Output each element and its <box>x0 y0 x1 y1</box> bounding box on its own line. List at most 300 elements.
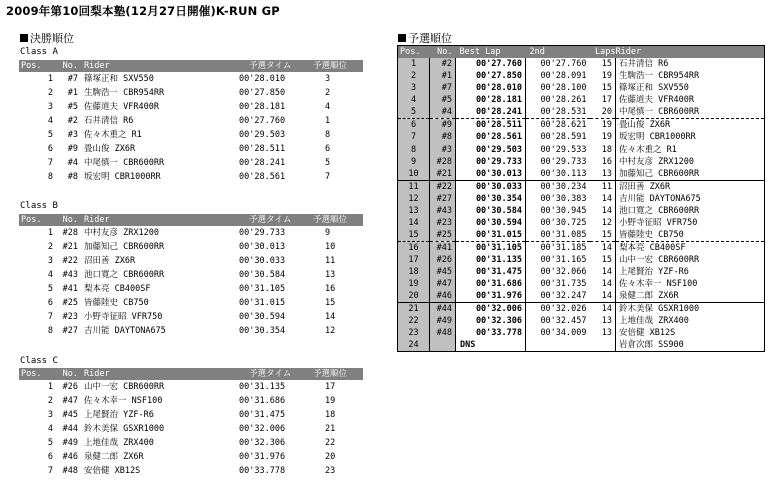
table-header <box>19 368 363 380</box>
second-lap-cell: 00'28.621 <box>526 119 590 132</box>
second-lap-cell: 00'28.591 <box>540 132 587 143</box>
qual-rank-cell: 10 <box>325 242 336 252</box>
second-lap-cell: 00'31.185 <box>526 241 590 254</box>
number-cell: #41 <box>430 241 456 254</box>
class-a-label: Class A <box>20 47 58 57</box>
col-qual-time: 予選タイム <box>249 369 292 379</box>
rider-cell: 篠塚正和 SXV550 <box>84 74 154 84</box>
table-row <box>19 394 363 408</box>
table-row <box>19 310 363 324</box>
number-cell: #8 <box>67 172 78 182</box>
best-lap-cell: 00'32.006 <box>456 303 526 316</box>
rider-cell: 吉川能 DAYTONA675 <box>619 193 701 204</box>
laps-cell: 11 <box>590 180 616 193</box>
class-c-table <box>19 368 363 478</box>
rider-cell: 小野寺征昭 VFR750 <box>84 312 163 322</box>
pos-cell: 8 <box>398 143 430 155</box>
number-cell: #25 <box>430 229 456 242</box>
best-lap-cell: 00'28.511 <box>456 119 526 132</box>
rider-cell: 上地佳哉 ZRX400 <box>619 316 689 327</box>
second-lap-cell: 00'28.091 <box>540 71 587 82</box>
number-cell: #43 <box>430 205 456 217</box>
qual-time-cell: 00'32.306 <box>239 438 286 448</box>
laps-cell: 15 <box>590 254 616 266</box>
qual-time-cell: 00'30.033 <box>239 256 286 266</box>
pos-cell: 7 <box>47 466 53 476</box>
rider-cell: 小野寺征昭 VFR750 <box>619 217 698 228</box>
rider-cell: 鈴木美保 GSXR1000 <box>84 424 165 434</box>
qual-time-cell: 00'28.561 <box>239 172 286 182</box>
number-cell: #7 <box>67 74 78 84</box>
qual-rank-cell: 1 <box>325 116 331 126</box>
qual-time-cell: 00'28.511 <box>239 144 286 154</box>
number-cell: #8 <box>430 131 456 143</box>
qual-time-cell: 00'27.760 <box>239 116 286 126</box>
rider-cell: 上尾賢治 YZF-R6 <box>84 410 154 420</box>
pos-cell: 1 <box>47 382 53 392</box>
laps-cell: 12 <box>590 217 616 229</box>
pos-cell: 3 <box>47 410 53 420</box>
rider-cell: 佐藤道夫 VFR400R <box>84 102 159 112</box>
qualifying-heading-text: 予選順位 <box>408 32 452 45</box>
rider-cell: 生駒浩一 CBR954RR <box>619 71 700 82</box>
table-row <box>19 408 363 422</box>
second-lap-cell: 00'34.009 <box>540 328 587 339</box>
number-cell: #44 <box>430 303 456 316</box>
table-row <box>19 72 363 86</box>
rider-cell: 皆藤陸史 CB750 <box>619 229 684 240</box>
number-cell: #3 <box>67 130 78 140</box>
col-no: No. <box>62 61 78 71</box>
rider-cell: 岩倉次郎 SS900 <box>619 340 684 351</box>
number-cell: #5 <box>430 94 456 106</box>
rider-cell: 篠塚正和 SXV550 <box>619 83 689 94</box>
rider-cell: 沼田善 ZX6R <box>84 256 136 266</box>
pos-cell: 12 <box>398 193 430 205</box>
laps-cell: 14 <box>590 303 616 316</box>
laps-cell: 19 <box>590 70 616 82</box>
best-lap-cell: 00'28.241 <box>456 106 526 119</box>
second-lap-cell: 00'28.531 <box>540 107 587 118</box>
number-cell: #27 <box>430 193 456 205</box>
pos-cell: 18 <box>398 266 430 278</box>
table-row <box>19 86 363 100</box>
pos-cell: 5 <box>47 130 53 140</box>
rider-cell: 山中一宏 CBR600RR <box>619 254 700 265</box>
number-cell: #49 <box>430 315 456 327</box>
laps-cell: 15 <box>590 58 616 70</box>
qual-time-cell: 00'30.584 <box>239 270 286 280</box>
pos-cell: 4 <box>398 94 430 106</box>
number-cell: #26 <box>62 382 78 392</box>
rider-cell: 梨本亮 CB400SF <box>84 284 151 294</box>
col-best-lap: Best Lap <box>459 47 501 57</box>
number-cell: #25 <box>62 298 78 308</box>
col-qual-rank: 予選順位 <box>313 369 348 379</box>
qual-time-cell: 00'31.976 <box>239 452 286 462</box>
best-lap-cell: DNS <box>456 339 526 352</box>
second-lap-cell: 00'28.261 <box>540 95 587 106</box>
number-cell: #46 <box>62 452 78 462</box>
col-qual-time: 予選タイム <box>249 215 292 225</box>
rider-cell: 池口寛之 CBR600RR <box>84 270 165 280</box>
pos-cell: 13 <box>398 205 430 217</box>
rider-cell: 上地佳哉 ZRX400 <box>84 438 154 448</box>
laps-cell: 15 <box>590 229 616 242</box>
qual-rank-cell: 9 <box>325 228 331 238</box>
pos-cell: 7 <box>47 158 53 168</box>
number-cell: #7 <box>430 82 456 94</box>
qual-time-cell: 00'28.181 <box>239 102 286 112</box>
second-lap-cell: 00'27.760 <box>540 59 587 70</box>
qual-rank-cell: 22 <box>325 438 336 448</box>
best-lap-cell: 00'31.475 <box>456 266 526 278</box>
number-cell: #48 <box>430 327 456 339</box>
best-lap-cell: 00'27.850 <box>456 70 526 82</box>
laps-cell: 14 <box>590 193 616 205</box>
pos-cell: 14 <box>398 217 430 229</box>
table-row <box>19 450 363 464</box>
table-row <box>19 282 363 296</box>
second-lap-cell: 00'32.066 <box>540 267 587 278</box>
qual-time-cell: 00'33.778 <box>239 466 286 476</box>
second-lap-cell: 00'30.113 <box>540 168 587 179</box>
table-row <box>19 226 363 240</box>
pos-cell: 1 <box>47 228 53 238</box>
rider-cell: 中村友彦 ZRX1200 <box>84 228 159 238</box>
second-lap-cell: 00'31.735 <box>540 279 587 290</box>
col-pos: Pos. <box>400 47 421 57</box>
pos-cell: 23 <box>398 327 430 339</box>
qualifying-heading <box>398 30 452 46</box>
number-cell: #28 <box>430 156 456 168</box>
table-row <box>398 193 765 205</box>
number-cell: #9 <box>430 119 456 132</box>
table-row <box>19 254 363 268</box>
table-header <box>398 46 765 59</box>
table-row <box>398 217 765 229</box>
table-row <box>398 180 765 193</box>
qual-rank-cell: 14 <box>325 312 336 322</box>
table-row <box>19 296 363 310</box>
pos-cell: 10 <box>398 168 430 181</box>
pos-cell: 3 <box>398 82 430 94</box>
pos-cell: 3 <box>47 102 53 112</box>
col-rider: Rider <box>84 215 110 225</box>
best-lap-cell: 00'30.033 <box>456 180 526 193</box>
table-row <box>19 170 363 184</box>
number-cell: #41 <box>62 284 78 294</box>
rider-cell: 山中一宏 CBR600RR <box>84 382 165 392</box>
number-cell: #49 <box>62 438 78 448</box>
rider-cell: 池口寛之 CBR600RR <box>619 205 700 216</box>
pos-cell: 22 <box>398 315 430 327</box>
col-qual-rank: 予選順位 <box>313 61 348 71</box>
pos-cell: 4 <box>47 424 53 434</box>
rider-cell: 梨本亮 CB400SF <box>616 241 765 254</box>
laps-cell: 13 <box>590 168 616 181</box>
table-row <box>398 156 765 168</box>
laps-cell: 14 <box>590 241 616 254</box>
col-rider: Rider <box>84 61 110 71</box>
pos-cell: 20 <box>398 290 430 303</box>
number-cell: #21 <box>62 242 78 252</box>
number-cell: #45 <box>430 266 456 278</box>
col-rider: Rider <box>615 47 642 57</box>
table-row <box>398 205 765 217</box>
second-lap-cell: 00'30.945 <box>540 205 587 216</box>
rider-cell: 加藤知己 CBR600RR <box>84 242 165 252</box>
rider-cell: 泉健二郎 ZX6R <box>84 452 144 462</box>
pos-cell: 2 <box>47 242 53 252</box>
col-qual-time: 予選タイム <box>249 61 292 71</box>
laps-cell: 14 <box>590 278 616 290</box>
pos-cell: 24 <box>398 339 430 352</box>
table-row <box>398 58 765 70</box>
pos-cell: 2 <box>47 88 53 98</box>
class-a-table <box>19 60 363 184</box>
class-b-label: Class B <box>20 201 58 211</box>
table-row <box>398 106 765 119</box>
laps-cell: 16 <box>590 156 616 168</box>
rider-cell: 泉健二郎 ZX6R <box>619 291 679 302</box>
laps-cell <box>590 339 616 352</box>
table-row <box>398 94 765 106</box>
qual-rank-cell: 2 <box>325 88 331 98</box>
table-row <box>398 70 765 82</box>
qual-rank-cell: 21 <box>325 424 336 434</box>
rider-cell: 石井清信 R6 <box>84 116 134 126</box>
qual-rank-cell: 7 <box>325 172 331 182</box>
table-row <box>398 315 765 327</box>
number-cell: #23 <box>62 312 78 322</box>
second-lap-cell: 00'29.733 <box>540 156 587 167</box>
col-pos: Pos. <box>21 369 42 379</box>
pos-cell: 2 <box>47 396 53 406</box>
best-lap-cell: 00'31.135 <box>456 254 526 266</box>
number-cell: #44 <box>62 424 78 434</box>
best-lap-cell: 00'30.584 <box>456 205 526 217</box>
laps-cell: 13 <box>590 327 616 339</box>
second-lap-cell: 00'31.085 <box>540 229 587 240</box>
laps-cell: 20 <box>590 106 616 119</box>
col-pos: Pos. <box>21 215 42 225</box>
pos-cell: 9 <box>398 156 430 168</box>
second-lap-cell: 00'32.247 <box>540 291 587 302</box>
final-results-heading-text: 決勝順位 <box>30 32 74 45</box>
table-row <box>19 268 363 282</box>
rider-cell: 佐々木幸一 NSF100 <box>619 279 698 290</box>
rider-cell: 皆藤陸史 CB750 <box>84 298 149 308</box>
class-b-table <box>19 214 363 338</box>
number-cell: #46 <box>430 290 456 303</box>
pos-cell: 11 <box>398 180 430 193</box>
pos-cell: 4 <box>47 270 53 280</box>
number-cell: #21 <box>430 168 456 181</box>
number-cell: #28 <box>62 228 78 238</box>
final-results-heading <box>20 30 74 46</box>
laps-cell: 14 <box>590 290 616 303</box>
second-lap-cell: 00'28.100 <box>540 83 587 94</box>
table-row <box>19 100 363 114</box>
number-cell: #27 <box>62 326 78 336</box>
pos-cell: 17 <box>398 254 430 266</box>
qual-time-cell: 00'28.010 <box>239 74 286 84</box>
col-no: No. <box>62 215 78 225</box>
table-row <box>398 143 765 155</box>
rider-cell: 生駒浩一 CBR954RR <box>84 88 165 98</box>
best-lap-cell: 00'28.561 <box>456 131 526 143</box>
table-row <box>19 142 363 156</box>
table-row <box>398 254 765 266</box>
qual-rank-cell: 5 <box>325 158 331 168</box>
number-cell: #45 <box>62 410 78 420</box>
qual-time-cell: 00'31.105 <box>239 284 286 294</box>
laps-cell: 17 <box>590 94 616 106</box>
table-row <box>19 436 363 450</box>
table-row <box>398 266 765 278</box>
pos-cell: 1 <box>47 74 53 84</box>
qual-time-cell: 00'30.594 <box>239 312 286 322</box>
number-cell: #47 <box>430 278 456 290</box>
pos-cell: 6 <box>47 144 53 154</box>
table-header <box>19 214 363 226</box>
table-row <box>19 114 363 128</box>
number-cell: #5 <box>67 102 78 112</box>
best-lap-cell: 00'28.181 <box>456 94 526 106</box>
table-row <box>398 278 765 290</box>
qual-rank-cell: 16 <box>325 284 336 294</box>
rider-cell: 中村友彦 ZRX1200 <box>619 156 694 167</box>
number-cell: #2 <box>67 116 78 126</box>
number-cell: #22 <box>62 256 78 266</box>
rider-cell: 石井清信 R6 <box>619 59 669 70</box>
col-no: No. <box>62 369 78 379</box>
laps-cell: 19 <box>590 131 616 143</box>
qual-time-cell: 00'29.503 <box>239 130 286 140</box>
laps-cell: 19 <box>590 119 616 132</box>
qual-time-cell: 00'30.013 <box>239 242 286 252</box>
qual-rank-cell: 11 <box>325 256 336 266</box>
rider-cell: 吉川能 DAYTONA675 <box>84 326 166 336</box>
pos-cell: 5 <box>47 284 53 294</box>
qual-time-cell: 00'31.475 <box>239 410 286 420</box>
number-cell: #47 <box>62 396 78 406</box>
number-cell: #1 <box>67 88 78 98</box>
number-cell: #2 <box>430 58 456 70</box>
second-lap-cell: 00'29.533 <box>540 144 587 155</box>
qual-rank-cell: 4 <box>325 102 331 112</box>
rider-cell: 上尾賢治 YZF-R6 <box>619 267 689 278</box>
col-no: No. <box>437 47 453 57</box>
pos-cell: 4 <box>47 116 53 126</box>
qual-time-cell: 00'31.686 <box>239 396 286 406</box>
second-lap-cell <box>526 339 590 352</box>
square-bullet-icon <box>20 34 28 42</box>
table-row <box>398 229 765 242</box>
pos-cell: 6 <box>47 298 53 308</box>
pos-cell: 8 <box>47 172 53 182</box>
rider-cell: 坂宏明 CBR1000RR <box>619 132 696 143</box>
pos-cell: 15 <box>398 229 430 242</box>
qual-time-cell: 00'27.850 <box>239 88 286 98</box>
col-qual-rank: 予選順位 <box>313 215 348 225</box>
rider-cell: 畳山俊 ZX6R <box>84 144 136 154</box>
qual-rank-cell: 6 <box>325 144 331 154</box>
number-cell <box>430 339 456 352</box>
table-row <box>19 128 363 142</box>
number-cell: #1 <box>430 70 456 82</box>
qual-time-cell: 00'32.006 <box>239 424 286 434</box>
pos-cell: 6 <box>47 452 53 462</box>
best-lap-cell: 00'31.105 <box>456 241 526 254</box>
table-row <box>19 380 363 394</box>
number-cell: #26 <box>430 254 456 266</box>
qual-rank-cell: 13 <box>325 270 336 280</box>
number-cell: #4 <box>430 106 456 119</box>
qualifying-table <box>397 45 765 352</box>
number-cell: #9 <box>67 144 78 154</box>
rider-cell: 佐藤道夫 VFR400R <box>619 95 694 106</box>
table-row <box>398 303 765 316</box>
qual-rank-cell: 3 <box>325 74 331 84</box>
best-lap-cell: 00'31.686 <box>456 278 526 290</box>
pos-cell: 21 <box>398 303 430 316</box>
qual-rank-cell: 20 <box>325 452 336 462</box>
qual-time-cell: 00'29.733 <box>239 228 286 238</box>
pos-cell: 6 <box>398 119 430 132</box>
qual-rank-cell: 19 <box>325 396 336 406</box>
laps-cell: 13 <box>590 315 616 327</box>
number-cell: #43 <box>62 270 78 280</box>
number-cell: #4 <box>67 158 78 168</box>
col-pos: Pos. <box>21 61 42 71</box>
table-row <box>398 290 765 303</box>
square-bullet-icon <box>398 34 406 42</box>
pos-cell: 5 <box>398 106 430 119</box>
second-lap-cell: 00'30.234 <box>526 180 590 193</box>
pos-cell: 16 <box>398 241 430 254</box>
pos-cell: 19 <box>398 278 430 290</box>
class-c-label: Class C <box>20 356 58 366</box>
pos-cell: 3 <box>47 256 53 266</box>
best-lap-cell: 00'28.010 <box>456 82 526 94</box>
table-row <box>19 240 363 254</box>
qual-time-cell: 00'31.015 <box>239 298 286 308</box>
number-cell: #23 <box>430 217 456 229</box>
table-row <box>398 119 765 132</box>
second-lap-cell: 00'31.165 <box>540 254 587 265</box>
qual-rank-cell: 23 <box>325 466 336 476</box>
number-cell: #48 <box>62 466 78 476</box>
rider-cell: 沼田善 ZX6R <box>616 180 765 193</box>
qual-time-cell: 00'31.135 <box>239 382 286 392</box>
best-lap-cell: 00'31.015 <box>456 229 526 242</box>
best-lap-cell: 00'30.594 <box>456 217 526 229</box>
second-lap-cell: 00'32.026 <box>526 303 590 316</box>
table-row <box>19 464 363 478</box>
rider-cell: 佐々木幸一 NSF100 <box>84 396 163 406</box>
rider-cell: 畳山俊 ZX6R <box>616 119 765 132</box>
table-row <box>19 324 363 338</box>
rider-cell: 中尾慎一 CBR600RR <box>84 158 165 168</box>
table-row <box>398 168 765 181</box>
pos-cell: 7 <box>398 131 430 143</box>
table-row <box>398 82 765 94</box>
number-cell: #22 <box>430 180 456 193</box>
table-row <box>398 327 765 339</box>
col-laps: Laps <box>595 47 616 57</box>
